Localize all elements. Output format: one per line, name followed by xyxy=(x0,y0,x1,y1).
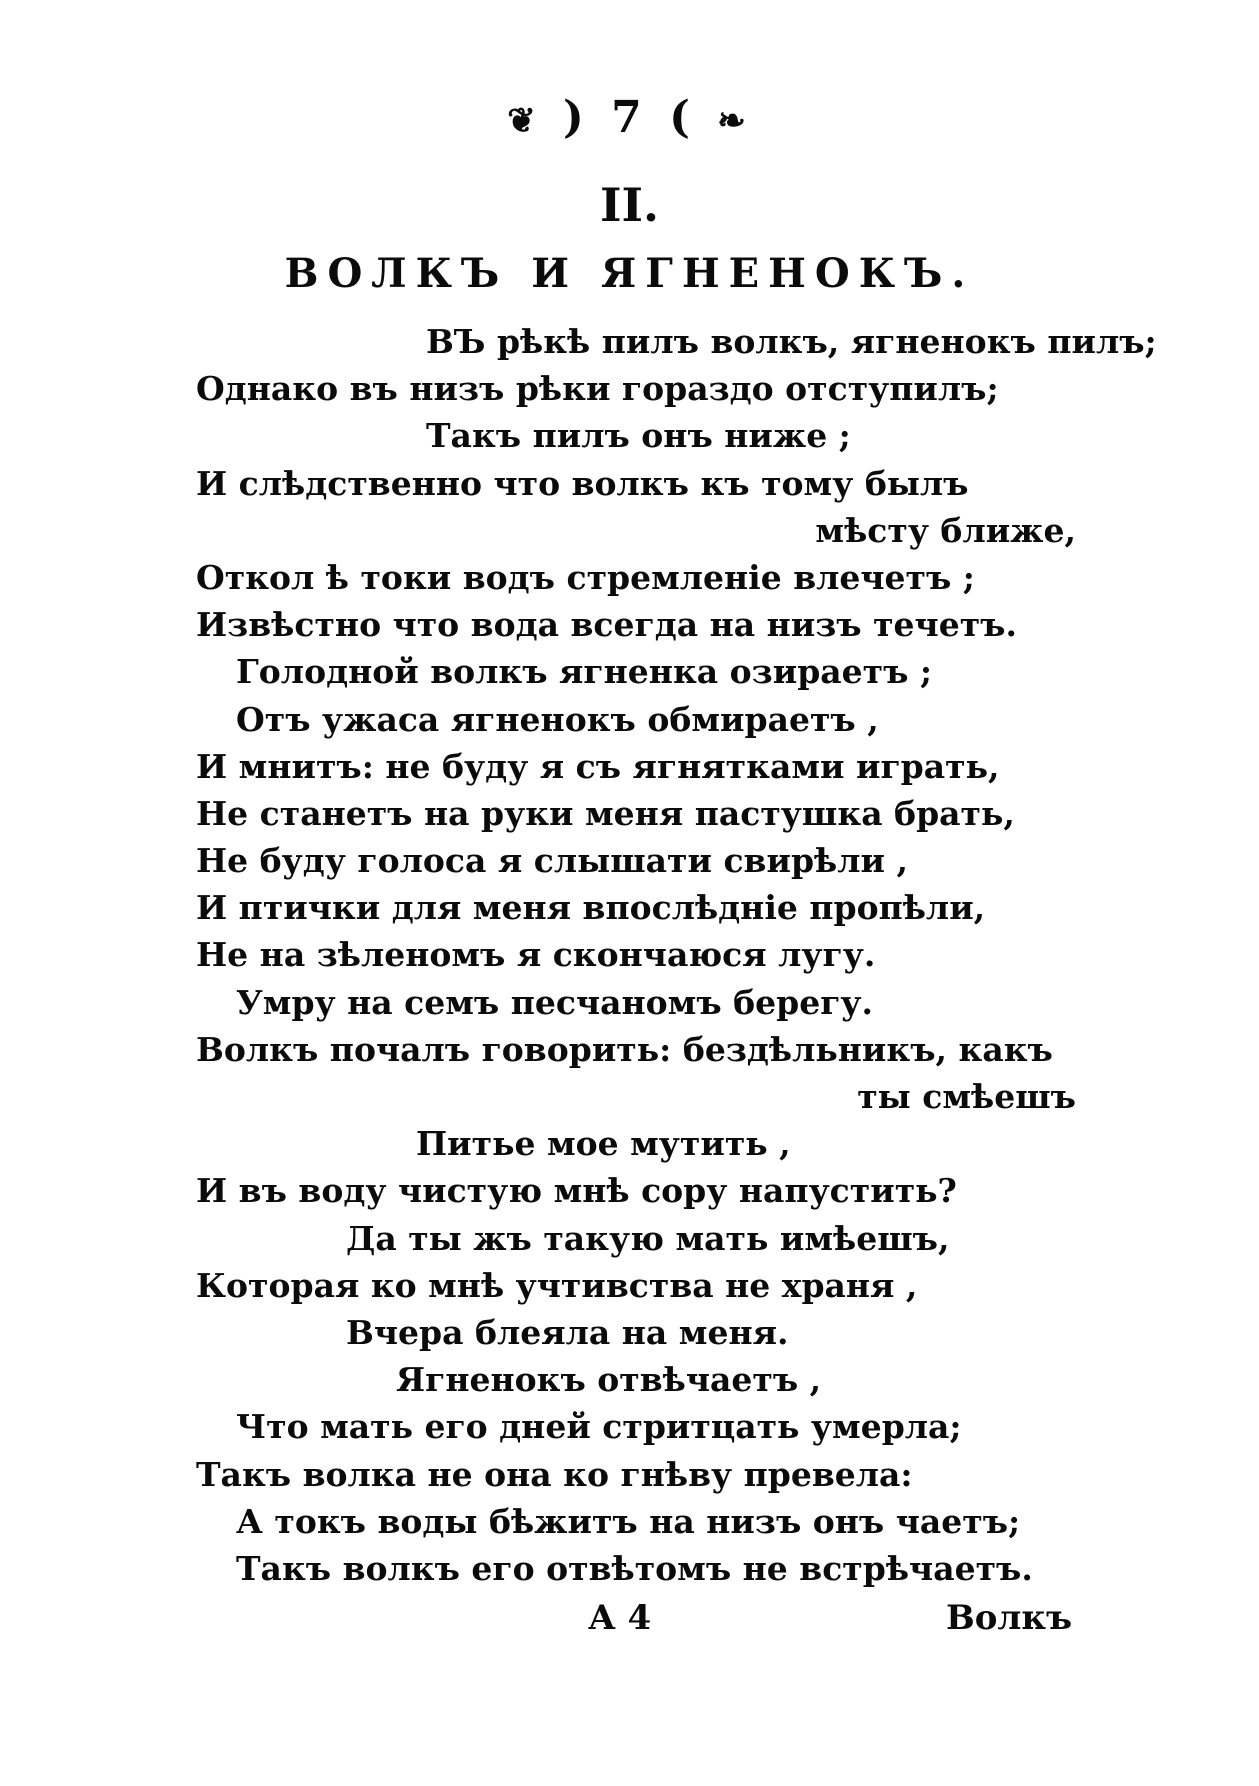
poem-line: Такъ пилъ онъ ниже ; xyxy=(426,416,851,456)
catchword: Волкъ xyxy=(946,1598,1073,1638)
poem-line: Да ты жъ такую мать имѣешъ, xyxy=(346,1218,950,1258)
poem-line: ВЪ рѣкѣ пилъ волкъ, ягненокъ пилъ; xyxy=(426,322,1157,361)
left-ornament-icon: ❦ xyxy=(507,100,542,141)
page-footer xyxy=(0,1598,1259,1648)
poem-line: Такъ волкъ его отвѣтомъ не встрѣчаетъ. xyxy=(236,1548,1033,1588)
poem-line: Ягненокъ отвѣчаетъ , xyxy=(396,1360,822,1400)
poem-line-continuation: мѣсту ближе, xyxy=(815,510,1076,550)
poem-line: Вчера блеяла на меня. xyxy=(346,1312,789,1352)
poem-line: Волкъ почалъ говорить: бездѣльникъ, какъ xyxy=(196,1029,1053,1069)
fable-number: II. xyxy=(599,178,660,232)
fable-title: ВОЛКЪ И ЯГНЕНОКЪ. xyxy=(284,250,975,297)
poem-line: Откол ѣ токи водъ стремленіе влечетъ ; xyxy=(196,557,975,597)
right-ornament-icon: ❧ xyxy=(717,100,752,141)
poem-line: И въ воду чистую мнѣ сору напустить? xyxy=(196,1171,957,1211)
running-header xyxy=(0,92,1259,143)
poem-line: Не на зѣленомъ я скончаюся лугу. xyxy=(196,935,876,975)
poem-line: И птички для меня впослѣдніе пропѣли, xyxy=(196,888,986,928)
poem-line: Извѣстно что вода всегда на низъ течетъ. xyxy=(196,605,1017,645)
poem-line: Питье мое мутить , xyxy=(416,1124,791,1164)
poem-line: Однако въ низъ рѣки гораздо отступилъ; xyxy=(196,369,999,409)
poem-body xyxy=(196,318,1157,1592)
poem-line: Что мать его дней стритцать умерла; xyxy=(236,1407,962,1447)
page-number: ) 7 ( xyxy=(563,92,696,143)
poem-line: А токъ воды бѣжитъ на низъ онъ чаетъ; xyxy=(236,1501,1021,1541)
poem-line: Не буду голоса я слышати свирѣли , xyxy=(196,841,908,881)
poem-line: Которая ко мнѣ учтивства не храня , xyxy=(196,1265,918,1305)
poem-line: Умру на семъ песчаномъ берегу. xyxy=(236,982,874,1022)
poem-line-continuation: ты смѣешъ xyxy=(857,1077,1076,1116)
poem-line: Голодной волкъ ягненка озираетъ ; xyxy=(236,652,933,692)
poem-line: И мнитъ: не буду я съ ягнятками играть, xyxy=(196,746,1000,786)
signature-mark: А 4 xyxy=(588,1598,652,1638)
poem-line: Не станетъ на руки меня пастушка брать, xyxy=(196,793,1015,833)
poem-line: Такъ волка не она ко гнѣву превела: xyxy=(196,1454,913,1494)
poem-line: И слѣдственно что волкъ къ тому былъ xyxy=(196,463,969,503)
poem-line: Отъ ужаса ягненокъ обмираетъ , xyxy=(236,699,879,739)
